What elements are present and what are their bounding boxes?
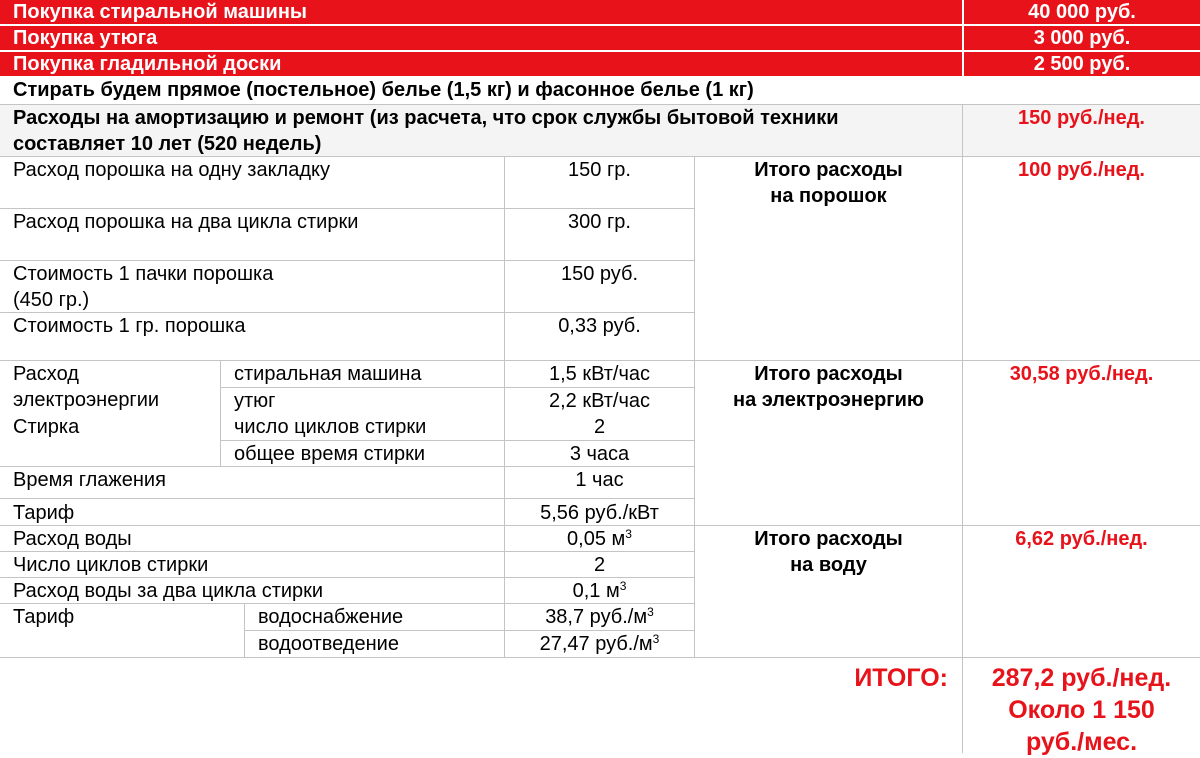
water-row-value: 2 (593, 554, 606, 576)
purchase-board-label: Покупка гладильной доски (0, 52, 962, 76)
water-tariff-item-value (505, 604, 694, 630)
electricity-item-value: 2,2 кВт/час (548, 390, 651, 412)
laundry-note: Стирать будем прямое (постельное) белье (1,5 кг) и фасонное белье (1 кг) (13, 79, 754, 101)
powder-row-value: 0,33 руб. (558, 315, 641, 337)
powder-total-line-2: на порошок (770, 185, 887, 207)
water-tariff-item-label: водоотведение (258, 633, 399, 655)
electricity-item-label: стиральная машина (234, 363, 422, 385)
electricity-group-label (0, 361, 220, 413)
water-row-value (505, 526, 694, 551)
grand-total-line-3: руб./мес. (1025, 728, 1138, 756)
electricity-total-value: 30,58 руб./нед. (1009, 363, 1154, 385)
water-tariff-item-value (505, 631, 694, 657)
grid-line (0, 50, 1200, 52)
powder-pack-line-1: Стоимость 1 пачки порошка (13, 263, 274, 285)
powder-total-value: 100 руб./нед. (1018, 159, 1145, 181)
powder-row-label: Стоимость 1 гр. порошка (13, 315, 246, 337)
grand-total-value (963, 658, 1200, 756)
powder-row-value: 150 руб. (560, 263, 639, 285)
amortization-line-2: составляет 10 лет (520 недель) (13, 133, 322, 155)
grid-line (0, 466, 694, 467)
electricity-item-label: утюг (234, 390, 276, 412)
wash-item-value: 3 часа (569, 443, 630, 465)
grid-line (962, 0, 964, 76)
water-row-value (505, 578, 694, 603)
water-total-line-2: на воду (790, 554, 867, 576)
grand-total-line-1: 287,2 руб./нед. (991, 664, 1172, 692)
water-total-value: 6,62 руб./нед. (1015, 528, 1148, 550)
grid-line (220, 387, 694, 388)
grid-line (0, 360, 1200, 361)
electricity-item-value: 1,5 кВт/час (548, 363, 651, 385)
amortization-description (0, 105, 962, 156)
water-total-line-1: Итого расходы (754, 528, 903, 550)
grid-line (0, 312, 694, 313)
powder-total-label (695, 157, 962, 359)
powder-row-value: 300 гр. (568, 211, 631, 233)
grid-line (0, 104, 1200, 105)
electricity-total-line-1: Итого расходы (754, 363, 903, 385)
purchase-washer-label: Покупка стиральной машины (0, 0, 962, 24)
water-tariff-value-text: 27,47 руб./м (539, 633, 653, 655)
wash-group-label: Стирка (13, 416, 80, 438)
grid-line (694, 156, 695, 657)
electricity-tariff-label: Тариф (13, 502, 75, 524)
grid-line (504, 156, 505, 657)
grid-line (0, 657, 1200, 658)
grid-line (220, 440, 694, 441)
water-row-unit-exp: 3 (619, 579, 627, 593)
grid-line (962, 104, 963, 753)
water-total-label (695, 526, 962, 657)
ironing-time-label: Время глажения (13, 469, 166, 491)
water-row-label: Расход воды (13, 528, 132, 550)
electricity-total-line-2: на электроэнергию (732, 389, 924, 411)
electricity-group-line-2: электроэнергии (13, 389, 160, 411)
water-tariff-item-label: водоснабжение (258, 606, 404, 628)
grid-line (244, 630, 694, 631)
grid-line (0, 551, 694, 552)
grand-total-line-2: Около 1 150 (1008, 696, 1155, 724)
water-row-value-text: 0,05 м (567, 528, 626, 550)
water-tariff-label: Тариф (13, 606, 75, 628)
electricity-total-label (695, 361, 962, 524)
grid-line (220, 360, 221, 466)
water-tariff-unit-exp: 3 (647, 605, 654, 619)
purchase-board-price: 2 500 руб. (964, 52, 1200, 76)
grid-line (244, 603, 245, 657)
amortization-value: 150 руб./нед. (963, 105, 1200, 156)
water-row-value-text: 0,1 м (572, 580, 620, 602)
grid-line (0, 24, 1200, 26)
powder-total-line-1: Итого расходы (754, 159, 903, 181)
grid-line (0, 498, 694, 499)
purchase-washer-price: 40 000 руб. (964, 0, 1200, 24)
purchase-iron-label: Покупка утюга (0, 26, 962, 50)
powder-pack-line-2: (450 гр.) (13, 289, 90, 311)
water-row-unit-exp: 3 (625, 527, 632, 541)
electricity-tariff-value: 5,56 руб./кВт (540, 502, 659, 524)
grid-line (0, 577, 694, 578)
water-row-label: Расход воды за два цикла стирки (13, 580, 324, 602)
powder-row-label: Расход порошка на одну закладку (13, 159, 330, 181)
electricity-group-line-1: Расход (13, 363, 79, 385)
powder-row-label: Расход порошка на два цикла стирки (13, 211, 359, 233)
wash-item-value: 2 (593, 416, 606, 438)
grid-line (0, 525, 1200, 526)
water-tariff-unit-exp: 3 (652, 632, 660, 646)
ironing-time-value: 1 час (575, 469, 624, 491)
water-tariff-value-text: 38,7 руб./м (545, 606, 648, 628)
wash-item-label: общее время стирки (234, 443, 425, 465)
amortization-line-1: Расходы на амортизацию и ремонт (из расчета, что срок службы бытовой техники (13, 107, 839, 129)
grid-line (0, 156, 1200, 157)
grand-total-label: ИТОГО: (854, 664, 948, 692)
powder-row-value: 150 гр. (568, 159, 631, 181)
grid-line (0, 208, 694, 209)
grid-line (0, 260, 694, 261)
powder-row-label (0, 261, 504, 312)
purchase-iron-price: 3 000 руб. (964, 26, 1200, 50)
grid-line (0, 603, 694, 604)
water-row-label: Число циклов стирки (13, 554, 209, 576)
wash-item-label: число циклов стирки (234, 416, 427, 438)
